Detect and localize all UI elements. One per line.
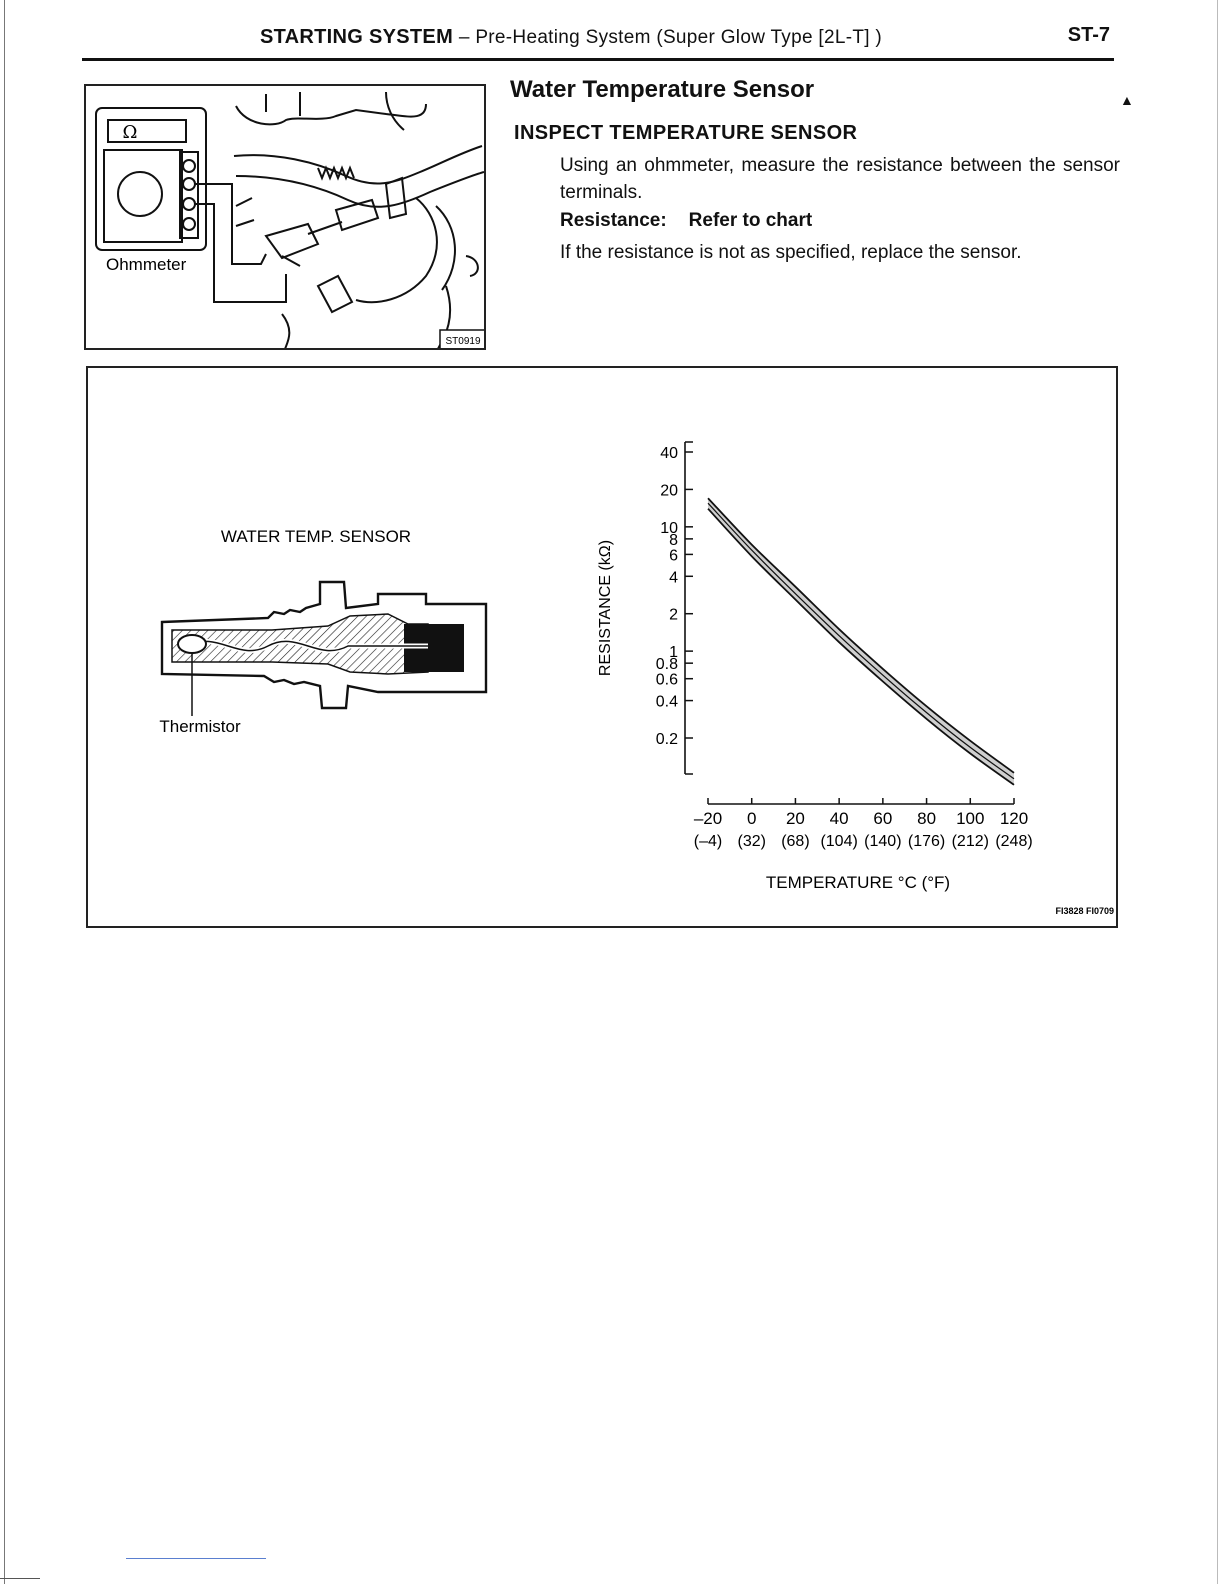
connector-plug	[318, 276, 352, 312]
header-subtitle: – Pre-Heating System (Super Glow Type [2L-T] )	[458, 27, 883, 48]
figure-drawing	[88, 368, 1120, 930]
figure-code: FI3828 FI0709	[1055, 906, 1114, 916]
series-upper-line	[708, 498, 1014, 773]
header-section: STARTING SYSTEM	[260, 26, 454, 48]
y-tick-label: 0.4	[655, 693, 678, 711]
x-tick-label: 0	[746, 809, 757, 828]
x-tick-label-f: (248)	[995, 833, 1033, 850]
spec-label: Resistance:	[560, 210, 667, 231]
probe-wire	[282, 256, 300, 266]
x-tick-label: 100	[956, 809, 985, 828]
x-tick-label: 80	[917, 809, 937, 828]
probe-tip	[266, 224, 318, 258]
x-ticks	[694, 798, 1033, 850]
sensor-title: WATER TEMP. SENSOR	[220, 527, 412, 546]
y-tick-label: 6	[669, 547, 678, 565]
jack-icon	[183, 160, 195, 172]
ohmmeter-label: Ohmmeter	[106, 255, 187, 274]
page-right-edge	[1217, 0, 1218, 1584]
x-tick-label: 120	[999, 809, 1029, 828]
page-number: ST-7	[1067, 24, 1110, 46]
chart-series	[708, 498, 1014, 785]
spec-value: Refer to chart	[688, 210, 813, 231]
header-rule	[82, 58, 1114, 61]
page-left-edge	[4, 0, 5, 1584]
x-tick-label-f: (32)	[737, 833, 766, 850]
ohmmeter-dial-icon	[118, 172, 162, 216]
ohmmeter-drawing	[86, 86, 486, 350]
header-title	[260, 26, 882, 49]
wire-loop	[436, 206, 455, 290]
y-tick-label: 0.6	[655, 671, 678, 689]
photo-code: ST0919	[445, 336, 481, 347]
footer-rule	[126, 1558, 266, 1559]
x-tick-label-f: (212)	[951, 833, 989, 850]
y-tick-label: 0.2	[655, 731, 678, 748]
figure-panel	[86, 366, 1118, 928]
x-axis-label: TEMPERATURE °C (°F)	[765, 873, 951, 892]
footer-mark	[0, 1578, 40, 1579]
page-header	[260, 24, 1120, 58]
hose-outline	[236, 172, 484, 207]
instruction-text: Using an ohmmeter, measure the resistance between the sensor terminals.	[560, 155, 1120, 203]
y-tick-label: 20	[660, 482, 678, 500]
y-axis-label: RESISTANCE (kΩ)	[597, 539, 614, 677]
replace-note: If the resistance is not as specified, replace the sensor.	[560, 242, 1022, 263]
jack-icon	[183, 218, 195, 230]
ohmmeter-face	[104, 150, 182, 242]
y-tick-label: 2	[669, 606, 678, 624]
jack-icon	[183, 198, 195, 210]
probe-wire	[308, 222, 342, 234]
sensor-body	[336, 200, 378, 230]
y-tick-label: 4	[669, 569, 678, 587]
series-nominal-line	[708, 503, 1014, 779]
engine-outline	[236, 104, 426, 124]
x-tick-label-f: (68)	[781, 833, 810, 850]
x-tick-label-f: (–4)	[693, 833, 723, 850]
y-tick-label: 10	[660, 519, 678, 537]
y-tick-label: 8	[669, 531, 678, 549]
margin-mark-icon: ▲	[1120, 92, 1134, 108]
thermistor-element	[178, 635, 206, 653]
ohmmeter-illustration	[84, 84, 486, 350]
engine-line	[282, 314, 289, 350]
x-tick-label: 40	[829, 809, 849, 828]
resistance-spec	[560, 210, 812, 232]
y-tick-label: 1	[669, 644, 678, 662]
x-tick-label: –20	[693, 809, 723, 828]
tolerance-band	[708, 498, 1014, 785]
section-subtitle: INSPECT TEMPERATURE SENSOR	[514, 122, 858, 144]
test-lead-2	[195, 204, 286, 302]
sensor-cross-section-icon	[162, 582, 486, 716]
x-tick-label-f: (140)	[864, 833, 902, 850]
ohmmeter-display	[108, 120, 186, 142]
wire-loop	[356, 198, 437, 302]
engine-line	[466, 256, 478, 276]
resistance-chart	[597, 442, 1033, 892]
y-ticks	[656, 442, 693, 774]
engine-line	[236, 198, 254, 226]
x-tick-label-f: (176)	[907, 833, 946, 850]
connector-clip	[386, 178, 406, 218]
thermistor-label: Thermistor	[159, 717, 241, 736]
x-tick-label: 20	[785, 809, 805, 828]
y-tick-label: 0.8	[655, 656, 678, 674]
jack-icon	[183, 178, 195, 190]
x-tick-label-f: (104)	[820, 833, 858, 850]
ohm-symbol: Ω	[122, 122, 138, 143]
section-title: Water Temperature Sensor	[510, 76, 815, 103]
y-tick-label: 40	[660, 445, 678, 462]
x-tick-label: 60	[873, 809, 893, 828]
engine-detail	[266, 92, 404, 130]
